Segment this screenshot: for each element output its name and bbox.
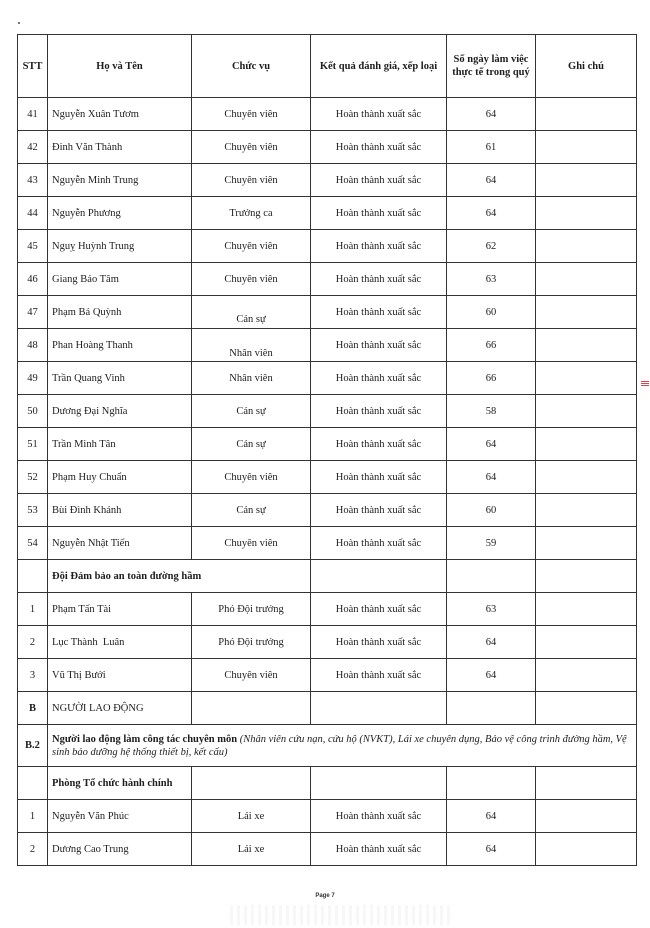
cell-days: 63 <box>447 263 536 296</box>
cell-days: 64 <box>447 197 536 230</box>
cell-result: Hoàn thành xuất sắc <box>311 593 447 626</box>
cell-note <box>536 833 637 866</box>
cell-note <box>536 230 637 263</box>
cell-stt: 43 <box>18 164 48 197</box>
cell-stt: 45 <box>18 230 48 263</box>
cell-position: Cán sự <box>192 395 311 428</box>
table-header-row <box>18 35 637 98</box>
cell-result <box>311 692 447 725</box>
cell-stt: 2 <box>18 833 48 866</box>
cell-result: Hoàn thành xuất sắc <box>311 164 447 197</box>
table-row <box>18 164 637 197</box>
cell-name: Nguyễn Xuân Tươm <box>48 98 192 131</box>
cell-result: Hoàn thành xuất sắc <box>311 329 447 362</box>
cell-note <box>536 659 637 692</box>
section-title: Phòng Tổ chức hành chính <box>48 767 192 800</box>
cell-result: Hoàn thành xuất sắc <box>311 131 447 164</box>
cell-stt: 50 <box>18 395 48 428</box>
cell-stt: 3 <box>18 659 48 692</box>
table-row <box>18 395 637 428</box>
table-row <box>18 98 637 131</box>
cell-stt: 42 <box>18 131 48 164</box>
red-stamp-fragment <box>641 380 650 490</box>
table-row <box>18 626 637 659</box>
cell-stt: 53 <box>18 494 48 527</box>
cell-result: Hoàn thành xuất sắc <box>311 395 447 428</box>
cell-position: Chuyên viên <box>192 98 311 131</box>
stamp-line <box>641 385 649 386</box>
cell-days: 64 <box>447 98 536 131</box>
table-row <box>18 527 637 560</box>
cell-result: Hoàn thành xuất sắc <box>311 494 447 527</box>
cell-stt: 49 <box>18 362 48 395</box>
cell-result: Hoàn thành xuất sắc <box>311 362 447 395</box>
cell-note <box>536 560 637 593</box>
cell-stt: 48 <box>18 329 48 362</box>
cell-note <box>536 593 637 626</box>
table-row <box>18 833 637 866</box>
section-description <box>48 725 637 767</box>
table-row <box>18 800 637 833</box>
cell-note <box>536 362 637 395</box>
cell-stt: 41 <box>18 98 48 131</box>
cell-days: 64 <box>447 461 536 494</box>
cell-result: Hoàn thành xuất sắc <box>311 428 447 461</box>
cell-position <box>192 692 311 725</box>
cell-name: Bùi Đình Khánh <box>48 494 192 527</box>
cell-note <box>536 527 637 560</box>
table-row <box>18 593 637 626</box>
cell-position: Chuyên viên <box>192 263 311 296</box>
cell-note <box>536 494 637 527</box>
cell-note <box>536 767 637 800</box>
cell-note <box>536 131 637 164</box>
cell-position: Chuyên viên <box>192 659 311 692</box>
section-title-italic: (Nhân viên cứu nạn, cứu hộ (NVKT), Lái xe chuyên dụng, Bảo vệ công trình đường hầm, Vệ sinh bảo dưỡng hệ thống thiết bị, kết cấu) <box>52 733 627 758</box>
cell-position: Phó Đội trưởng <box>192 626 311 659</box>
cell-name: Nguỵ Huỳnh Trung <box>48 230 192 263</box>
cell-days <box>447 692 536 725</box>
cell-days: 59 <box>447 527 536 560</box>
table-row <box>18 329 637 362</box>
cell-name: Trần Quang Vinh <box>48 362 192 395</box>
cell-days: 64 <box>447 428 536 461</box>
cell-name: Dương Cao Trung <box>48 833 192 866</box>
cell-days <box>447 767 536 800</box>
cell-days: 66 <box>447 329 536 362</box>
cell-stt: 46 <box>18 263 48 296</box>
scan-artifact <box>230 905 450 925</box>
header-stt: STT <box>18 35 48 98</box>
cell-result: Hoàn thành xuất sắc <box>311 800 447 833</box>
cell-note <box>536 164 637 197</box>
cell-days: 60 <box>447 494 536 527</box>
section-code: B <box>18 692 48 725</box>
cell-days <box>447 560 536 593</box>
cell-note <box>536 329 637 362</box>
cell-days: 64 <box>447 833 536 866</box>
section-row-tunnel-team <box>18 560 637 593</box>
cell-days: 66 <box>447 362 536 395</box>
cell-result: Hoàn thành xuất sắc <box>311 263 447 296</box>
header-days: Số ngày làm việc thực tế trong quý <box>447 35 536 98</box>
cell-stt: 47 <box>18 296 48 329</box>
table-row <box>18 263 637 296</box>
cell-days: 64 <box>447 800 536 833</box>
cell-stt: 1 <box>18 593 48 626</box>
scan-speck <box>18 22 20 24</box>
table-row <box>18 428 637 461</box>
cell-note <box>536 395 637 428</box>
cell-position <box>192 767 311 800</box>
header-note: Ghi chú <box>536 35 637 98</box>
table-row <box>18 461 637 494</box>
cell-position <box>192 329 311 362</box>
cell-name: Nguyễn Minh Trung <box>48 164 192 197</box>
cell-position: Lái xe <box>192 833 311 866</box>
table-row <box>18 296 637 329</box>
header-result: Kết quả đánh giá, xếp loại <box>311 35 447 98</box>
cell-note <box>536 263 637 296</box>
cell-name: Đinh Văn Thành <box>48 131 192 164</box>
cell-days: 62 <box>447 230 536 263</box>
cell-position: Cán sự <box>192 428 311 461</box>
cell-position: Trưởng ca <box>192 197 311 230</box>
cell-name: Nguyễn Phương <box>48 197 192 230</box>
table-row <box>18 494 637 527</box>
cell-result: Hoàn thành xuất sắc <box>311 296 447 329</box>
section-title-bold: Người lao động làm công tác chuyên môn <box>52 733 238 745</box>
cell-position: Chuyên viên <box>192 527 311 560</box>
cell-position: Chuyên viên <box>192 131 311 164</box>
cell-name: Vũ Thị Bưởi <box>48 659 192 692</box>
cell-days: 64 <box>447 659 536 692</box>
cell-position: Chuyên viên <box>192 164 311 197</box>
cell-stt: 44 <box>18 197 48 230</box>
cell-name: Giang Bảo Tâm <box>48 263 192 296</box>
cell-days: 64 <box>447 626 536 659</box>
cell-note <box>536 461 637 494</box>
cell-position: Chuyên viên <box>192 461 311 494</box>
cell-result <box>311 560 447 593</box>
cell-stt: 1 <box>18 800 48 833</box>
cell-note <box>536 692 637 725</box>
cell-days: 64 <box>447 164 536 197</box>
cell-note <box>536 98 637 131</box>
section-title: NGƯỜI LAO ĐỘNG <box>48 692 192 725</box>
cell-stt <box>18 560 48 593</box>
stamp-line <box>641 383 649 384</box>
page-number: Page 7 <box>315 893 335 899</box>
table-row <box>18 131 637 164</box>
cell-note <box>536 800 637 833</box>
cell-days: 63 <box>447 593 536 626</box>
cell-name: Phạm Bá Quỳnh <box>48 296 192 329</box>
cell-name: Lục Thành Luân <box>48 626 192 659</box>
section-row-b <box>18 692 637 725</box>
cell-position: Phó Đội trưởng <box>192 593 311 626</box>
cell-note <box>536 428 637 461</box>
cell-position: Chuyên viên <box>192 230 311 263</box>
cell-result: Hoàn thành xuất sắc <box>311 197 447 230</box>
cell-position <box>192 296 311 329</box>
cell-position-text: Nhân viên <box>229 347 273 359</box>
cell-name: Trần Minh Tân <box>48 428 192 461</box>
table-row <box>18 362 637 395</box>
cell-result: Hoàn thành xuất sắc <box>311 461 447 494</box>
stamp-line <box>641 381 649 382</box>
cell-stt: 54 <box>18 527 48 560</box>
header-name: Họ và Tên <box>48 35 192 98</box>
cell-stt <box>18 767 48 800</box>
cell-stt: 52 <box>18 461 48 494</box>
cell-note <box>536 197 637 230</box>
section-code: B.2 <box>18 725 48 767</box>
cell-stt: 2 <box>18 626 48 659</box>
section-title: Đội Đảm bảo an toàn đường hầm <box>48 560 311 593</box>
cell-days: 58 <box>447 395 536 428</box>
cell-position-text: Cán sự <box>236 313 266 325</box>
table-row <box>18 197 637 230</box>
cell-days: 61 <box>447 131 536 164</box>
cell-result: Hoàn thành xuất sắc <box>311 230 447 263</box>
cell-name: Phan Hoàng Thanh <box>48 329 192 362</box>
cell-days: 60 <box>447 296 536 329</box>
cell-position: Cán sự <box>192 494 311 527</box>
evaluation-table <box>17 34 637 866</box>
cell-position: Lái xe <box>192 800 311 833</box>
cell-name: Phạm Tấn Tài <box>48 593 192 626</box>
table-row <box>18 659 637 692</box>
cell-name: Phạm Huy Chuẩn <box>48 461 192 494</box>
cell-name: Nguyễn Văn Phúc <box>48 800 192 833</box>
cell-result: Hoàn thành xuất sắc <box>311 98 447 131</box>
cell-name: Dương Đại Nghĩa <box>48 395 192 428</box>
cell-result: Hoàn thành xuất sắc <box>311 626 447 659</box>
table-row <box>18 230 637 263</box>
cell-stt: 51 <box>18 428 48 461</box>
cell-result: Hoàn thành xuất sắc <box>311 833 447 866</box>
cell-note <box>536 296 637 329</box>
cell-result: Hoàn thành xuất sắc <box>311 659 447 692</box>
cell-position: Nhân viên <box>192 362 311 395</box>
cell-name: Nguyễn Nhật Tiến <box>48 527 192 560</box>
section-row-admin <box>18 767 637 800</box>
cell-note <box>536 626 637 659</box>
section-row-b2 <box>18 725 637 767</box>
cell-result <box>311 767 447 800</box>
header-position: Chức vụ <box>192 35 311 98</box>
cell-result: Hoàn thành xuất sắc <box>311 527 447 560</box>
